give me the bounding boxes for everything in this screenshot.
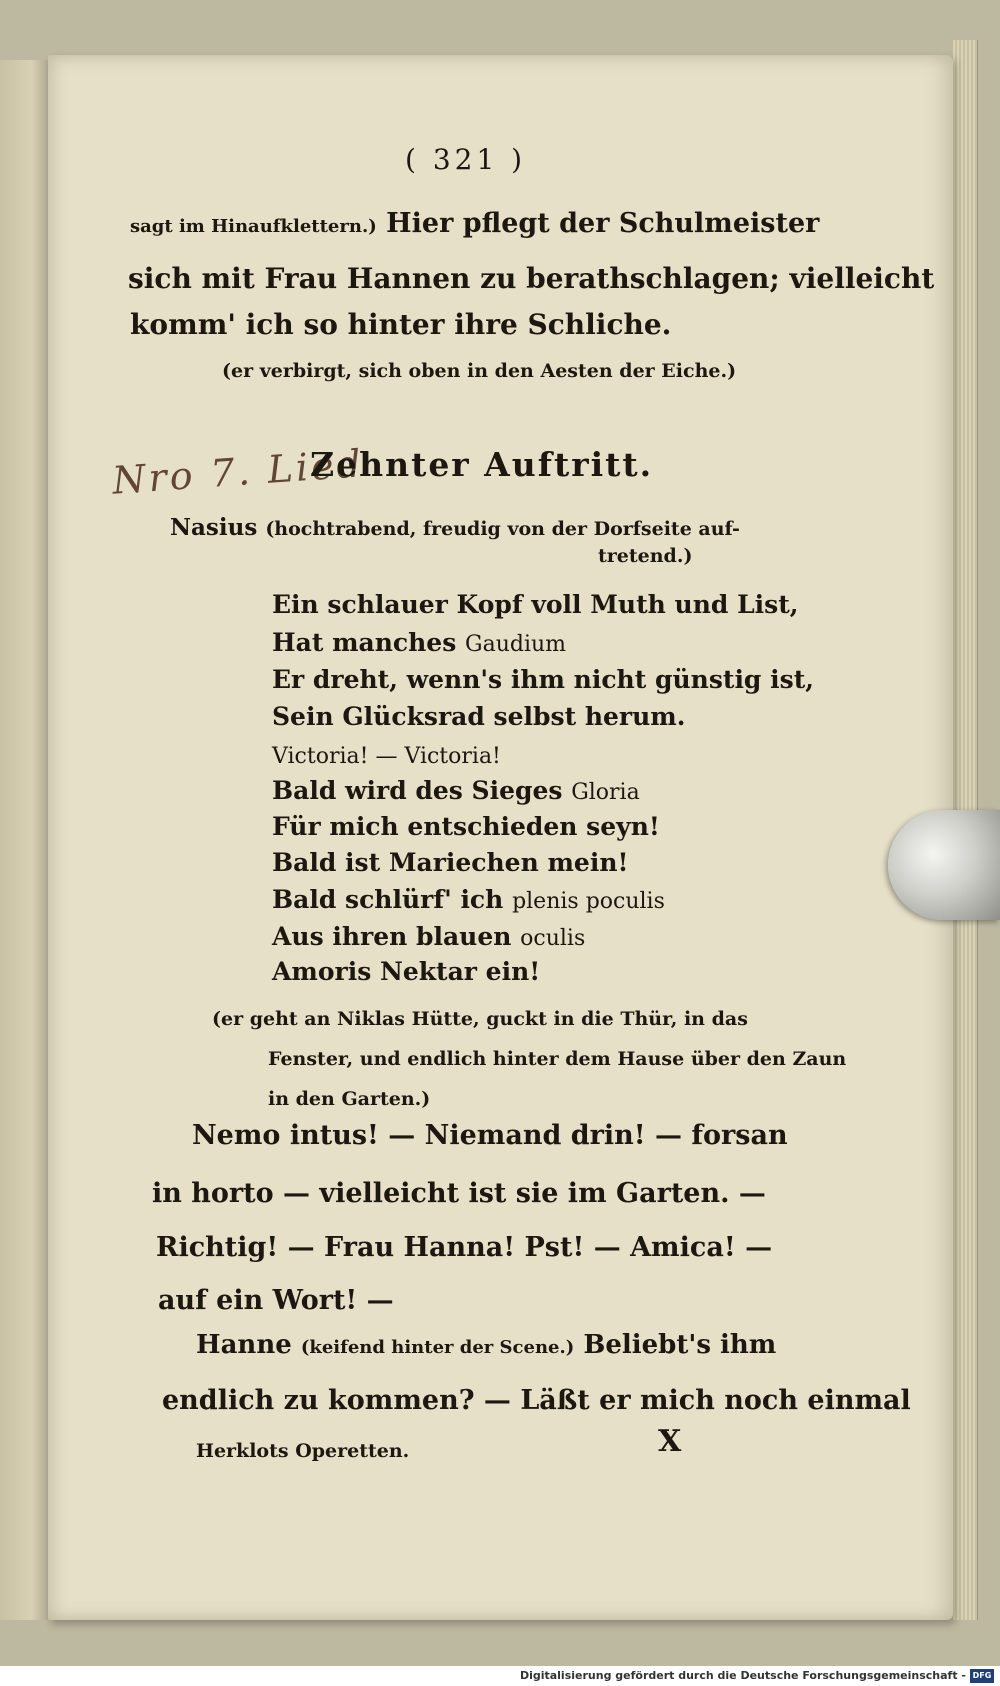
speaker-line: [170, 514, 740, 541]
verse-text: Aus ihren blauen: [272, 922, 512, 951]
speaker-name: Nasius: [170, 514, 258, 541]
verse-line: Für mich entschieden seyn!: [272, 812, 660, 841]
stage-direction: sagt im Hinaufklettern.): [130, 216, 377, 237]
latin-word: oculis: [520, 926, 586, 951]
latin-line: Victoria! — Victoria!: [272, 744, 501, 769]
prose-line: auf ein Wort! —: [158, 1285, 394, 1316]
dfg-logo: DFG: [970, 1669, 994, 1683]
stage-direction: in den Garten.): [268, 1088, 431, 1110]
page-number: ( 321 ): [405, 143, 527, 176]
prose-line: Richtig! — Frau Hanna! Pst! — Amica! —: [156, 1232, 773, 1263]
verse-line: Bald ist Mariechen mein!: [272, 848, 629, 877]
verse-text: Bald wird des Sieges: [272, 776, 563, 805]
dialogue: Beliebt's ihm: [583, 1330, 777, 1360]
verse-line: [272, 740, 501, 769]
stage-direction: (keifend hinter der Scene.): [300, 1337, 575, 1358]
verse-line: [272, 776, 640, 805]
book-clamp: [888, 810, 1000, 920]
latin-word: plenis poculis: [512, 889, 665, 914]
digitization-credit-bar: [0, 1666, 1000, 1686]
running-footer: Herklots Operetten.: [196, 1440, 410, 1462]
text-line: sich mit Frau Hannen zu berathschlagen; vielleicht: [128, 262, 935, 295]
signature-mark: X: [658, 1424, 682, 1459]
scene-heading: Zehnter Auftritt.: [310, 445, 654, 484]
verse-line: Ein schlauer Kopf voll Muth und List,: [272, 590, 799, 619]
verse-line: [272, 628, 566, 657]
handwritten-annotation: Nro 7. Lied: [110, 441, 366, 503]
stage-direction: (er verbirgt, sich oben in den Aesten der Eiche.): [222, 360, 737, 382]
verse-line: Sein Glücksrad selbst herum.: [272, 702, 686, 731]
verse-line: [272, 885, 665, 914]
prose-line: endlich zu kommen? — Läßt er mich noch einmal: [162, 1385, 911, 1416]
verse-line: [272, 922, 585, 951]
dialogue: Hier pflegt der Schulmeister: [376, 208, 820, 239]
prose-line: Nemo intus! — Niemand drin! — forsan: [192, 1120, 788, 1151]
verse-line: Amoris Nektar ein!: [272, 957, 541, 986]
stage-direction: tretend.): [598, 545, 693, 567]
speaker-name: Hanne: [196, 1330, 292, 1360]
text-line: [130, 208, 819, 239]
stage-direction: (er geht an Niklas Hütte, guckt in die Thür, in das: [212, 1008, 748, 1030]
verse-text: Bald schlürf' ich: [272, 885, 504, 914]
stage-direction: (hochtrabend, freudig von der Dorfseite auf-: [265, 518, 740, 540]
verse-text: Hat manches: [272, 628, 457, 657]
previous-page-leaf: [0, 60, 54, 1620]
speaker-line: [196, 1330, 776, 1360]
text-line: komm' ich so hinter ihre Schliche.: [130, 308, 672, 341]
latin-word: Gaudium: [465, 632, 567, 657]
credit-text: Digitalisierung gefördert durch die Deutsche Forschungsgemeinschaft -: [519, 1669, 966, 1682]
verse-line: Er dreht, wenn's ihm nicht günstig ist,: [272, 665, 814, 694]
stage-direction: Fenster, und endlich hinter dem Hause über den Zaun: [268, 1048, 847, 1070]
prose-line: in horto — vielleicht ist sie im Garten. —: [152, 1178, 766, 1209]
latin-word: Gloria: [571, 780, 640, 805]
